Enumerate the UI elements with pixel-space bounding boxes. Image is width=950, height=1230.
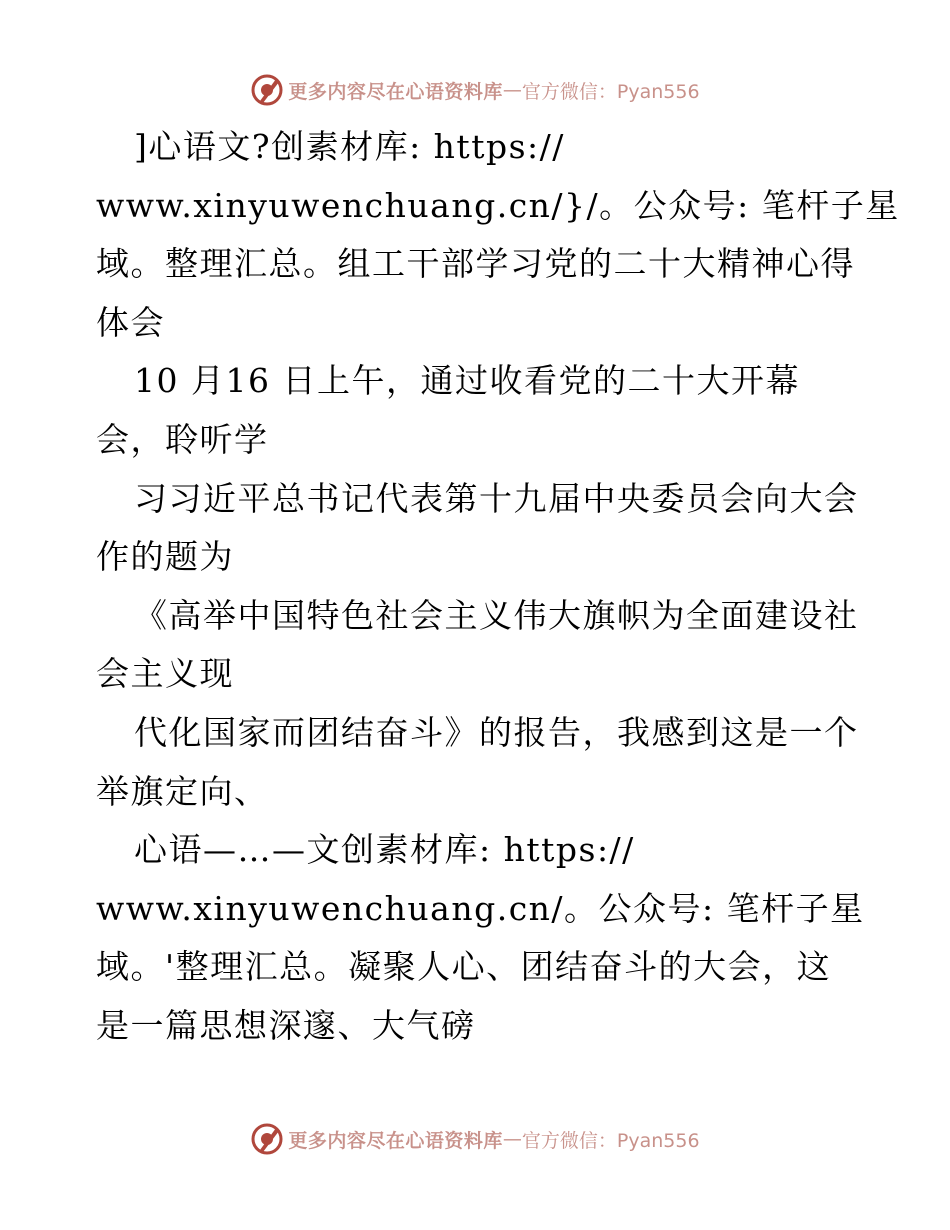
text-line: 作的题为: [96, 537, 234, 577]
text-line: ]心语文?创素材库: https://: [134, 127, 565, 166]
text-line: 举旗定向、: [96, 771, 269, 811]
text-line: www.xinyuwenchuang.cn/}/。公众号: 笔杆子星: [96, 185, 900, 225]
header-banner-separator: —: [502, 79, 522, 101]
text-line: 体会: [96, 302, 165, 342]
quill-logo-icon: [250, 73, 284, 107]
header-banner-text: 更多内容尽在心语资料库: [288, 80, 503, 103]
text-line: 代化国家而团结奋斗》的报告，我感到这是一个: [134, 712, 859, 752]
quill-logo-icon: [250, 1122, 284, 1156]
footer-banner-text: 更多内容尽在心语资料库: [288, 1129, 503, 1152]
footer-banner: [0, 1119, 950, 1159]
text-line: 习习近平总书记代表第十九届中央委员会向大会: [134, 478, 859, 518]
text-line: 是一篇思想深邃、大气磅: [96, 1005, 476, 1045]
header-wechat-label: 官方微信：Pyan556: [521, 80, 700, 103]
text-line: 会，聆听学: [96, 419, 269, 459]
footer-banner-separator: —: [502, 1128, 522, 1150]
document-body: [96, 118, 900, 1056]
header-banner: [0, 70, 950, 110]
text-line: 会主义现: [96, 654, 234, 694]
footer-wechat-label: 官方微信：Pyan556: [521, 1129, 700, 1152]
text-line: 《高举中国特色社会主义伟大旗帜为全面建设社: [134, 595, 859, 635]
text-line: 心语—…—文创素材库: https://: [134, 830, 635, 870]
text-line: 10 月16 日上午，通过收看党的二十大开幕: [134, 361, 800, 401]
text-line: www.xinyuwenchuang.cn/。公众号: 笔杆子星: [96, 888, 865, 928]
text-line: 域。'整理汇总。凝聚人心、团结奋斗的大会，这: [96, 947, 832, 987]
text-line: 域。整理汇总。组工干部学习党的二十大精神心得: [96, 244, 855, 284]
